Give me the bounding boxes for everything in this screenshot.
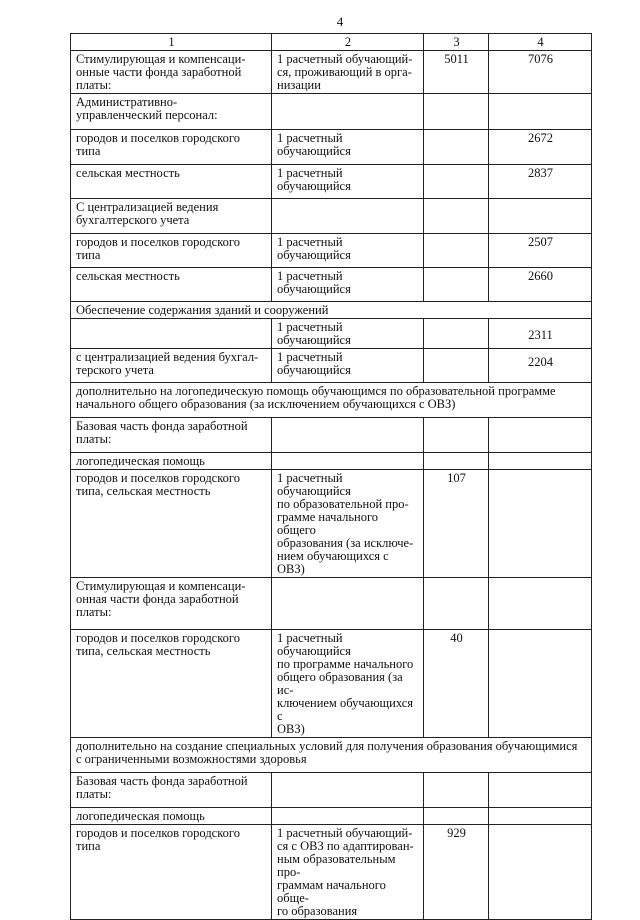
table-row: [71, 349, 592, 383]
table-row: [71, 165, 592, 199]
header-cell: 3: [424, 34, 489, 51]
table-row: [71, 808, 592, 825]
value-cell-col3: [424, 418, 489, 453]
unit-cell: 1 расчетный обучающийся: [272, 349, 424, 383]
table-row: [71, 199, 592, 234]
table-row: [71, 268, 592, 302]
indicator-cell: Базовая часть фонда заработной платы:: [71, 773, 272, 808]
unit-cell: [272, 199, 424, 234]
unit-cell: 1 расчетный обучающийся по программе начального общего образования (за ис- ключением обучающихся с ОВЗ): [272, 630, 424, 738]
value-cell-col4: 2507: [489, 234, 592, 268]
header-cell: 1: [71, 34, 272, 51]
indicator-cell: городов и поселков городского типа: [71, 234, 272, 268]
section-row: [71, 383, 592, 418]
table-row: [71, 418, 592, 453]
unit-cell: 1 расчетный обучающийся: [272, 319, 424, 349]
indicator-cell: с централизацией ведения бухгал- терского учета: [71, 349, 272, 383]
unit-cell: [272, 578, 424, 630]
table-row: [71, 94, 592, 130]
indicator-cell: городов и поселков городского типа: [71, 130, 272, 165]
value-cell-col3: [424, 130, 489, 165]
table-row: [71, 773, 592, 808]
unit-cell: [272, 418, 424, 453]
value-cell-col3: [424, 268, 489, 302]
value-cell-col4: [489, 453, 592, 470]
table-row: [71, 51, 592, 94]
indicator-cell: городов и поселков городского типа: [71, 825, 272, 920]
value-cell-col4: [489, 773, 592, 808]
value-cell-col3: [424, 165, 489, 199]
value-cell-col4: 2204: [489, 349, 592, 383]
funding-norms-table: [70, 33, 592, 920]
value-cell-col4: 2660: [489, 268, 592, 302]
value-cell-col4: 7076: [489, 51, 592, 94]
value-cell-col3: [424, 578, 489, 630]
indicator-cell: городов и поселков городского типа, сельская местность: [71, 470, 272, 578]
indicator-cell: сельская местность: [71, 268, 272, 302]
table-row: [71, 234, 592, 268]
value-cell-col4: [489, 630, 592, 738]
unit-cell: 1 расчетный обучающийся: [272, 130, 424, 165]
unit-cell: [272, 808, 424, 825]
value-cell-col4: 2837: [489, 165, 592, 199]
value-cell-col3: [424, 94, 489, 130]
unit-cell: 1 расчетный обучающийся по образовательной про- грамме начального общего образования (за исключе- нием обучающихся с ОВЗ): [272, 470, 424, 578]
section-row: [71, 302, 592, 319]
unit-cell: [272, 773, 424, 808]
unit-cell: 1 расчетный обучающийся: [272, 234, 424, 268]
value-cell-col4: 2311: [489, 319, 592, 349]
value-cell-col4: [489, 199, 592, 234]
value-cell-col3: [424, 773, 489, 808]
value-cell-col3: [424, 349, 489, 383]
unit-cell: [272, 94, 424, 130]
indicator-cell: городов и поселков городского типа, сельская местность: [71, 630, 272, 738]
indicator-cell: С централизацией ведения бухгалтерского учета: [71, 199, 272, 234]
unit-cell: 1 расчетный обучающийся: [272, 268, 424, 302]
header-cell: 2: [272, 34, 424, 51]
section-title: дополнительно на логопедическую помощь обучающимся по образовательной программе начального общего образования (за исключением обучающихся с ОВЗ): [71, 383, 592, 418]
value-cell-col4: [489, 94, 592, 130]
section-row: [71, 738, 592, 773]
indicator-cell: логопедическая помощь: [71, 453, 272, 470]
value-cell-col3: [424, 808, 489, 825]
indicator-cell: Стимулирующая и компенсаци- онная части фонда заработной платы:: [71, 578, 272, 630]
table-row: [71, 825, 592, 920]
table-body: [71, 51, 592, 920]
page-number: 4: [336, 14, 344, 29]
indicator-cell: сельская местность: [71, 165, 272, 199]
table-row: [71, 470, 592, 578]
table-row: [71, 319, 592, 349]
value-cell-col4: [489, 470, 592, 578]
indicator-cell: [71, 319, 272, 349]
value-cell-col4: [489, 418, 592, 453]
value-cell-col4: 2672: [489, 130, 592, 165]
value-cell-col3: 107: [424, 470, 489, 578]
value-cell-col3: [424, 234, 489, 268]
table-row: [71, 578, 592, 630]
value-cell-col3: [424, 199, 489, 234]
value-cell-col4: [489, 825, 592, 920]
value-cell-col3: [424, 319, 489, 349]
table-row: [71, 630, 592, 738]
value-cell-col3: 5011: [424, 51, 489, 94]
unit-cell: [272, 453, 424, 470]
value-cell-col4: [489, 808, 592, 825]
table-row: [71, 453, 592, 470]
indicator-cell: Стимулирующая и компенсаци- онные части фонда заработной платы:: [71, 51, 272, 94]
indicator-cell: Базовая часть фонда заработной платы:: [71, 418, 272, 453]
header-cell: 4: [489, 34, 592, 51]
unit-cell: 1 расчетный обучающий- ся, проживающий в орга- низации: [272, 51, 424, 94]
unit-cell: 1 расчетный обучающийся: [272, 165, 424, 199]
value-cell-col4: [489, 578, 592, 630]
value-cell-col3: [424, 453, 489, 470]
table-header-row: [71, 34, 592, 51]
section-title: дополнительно на создание специальных условий для получения образования обучающимися с ограниченными возможностями здоровья: [71, 738, 592, 773]
indicator-cell: логопедическая помощь: [71, 808, 272, 825]
value-cell-col3: 40: [424, 630, 489, 738]
unit-cell: 1 расчетный обучающий- ся с ОВЗ по адаптирован- ным образовательным про- граммам начального обще- го образования: [272, 825, 424, 920]
table-row: [71, 130, 592, 165]
value-cell-col3: 929: [424, 825, 489, 920]
indicator-cell: Административно- управленческий персонал:: [71, 94, 272, 130]
section-title: Обеспечение содержания зданий и сооружений: [71, 302, 592, 319]
